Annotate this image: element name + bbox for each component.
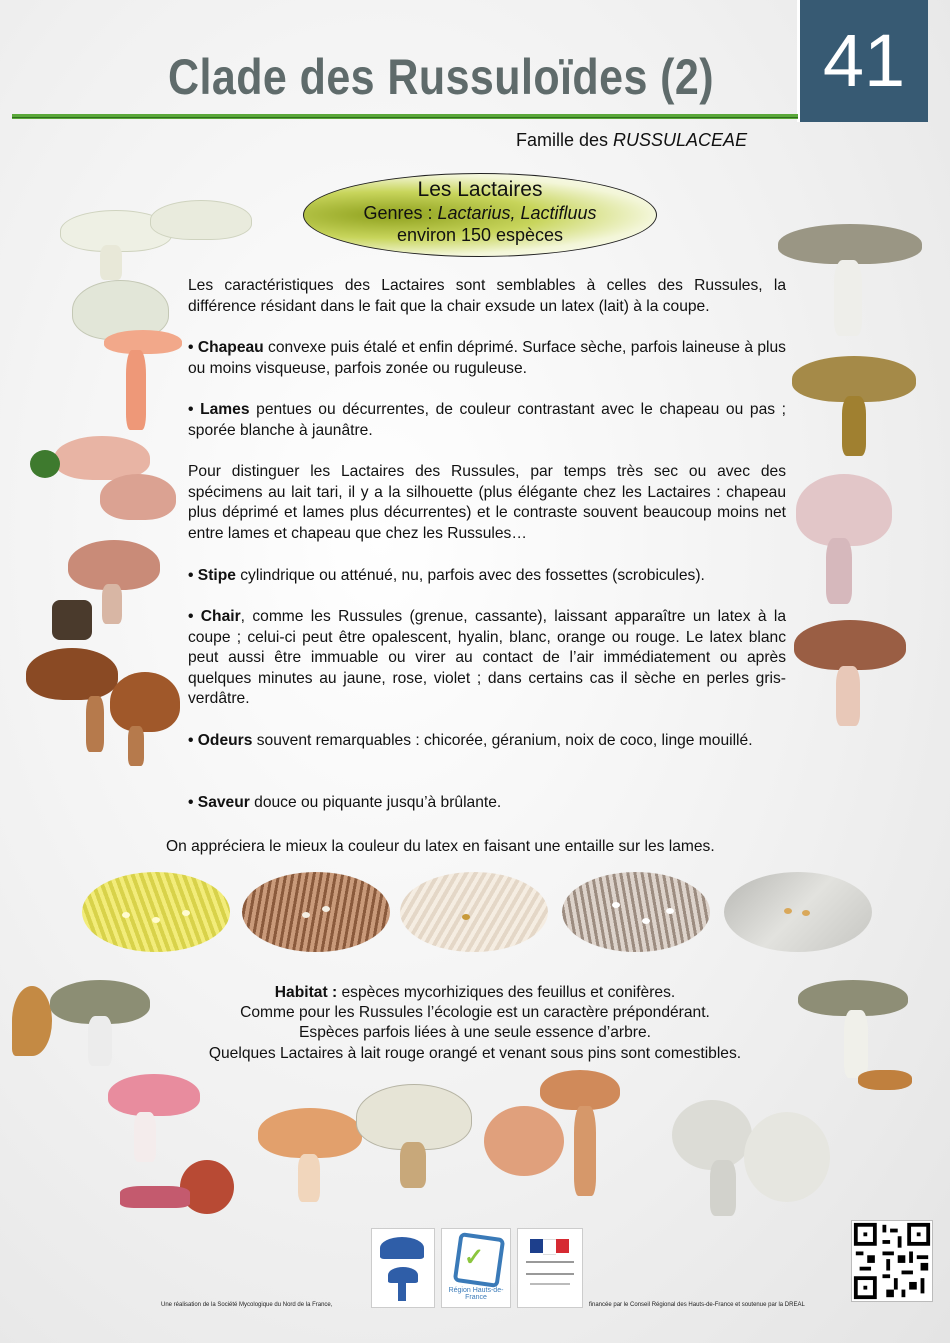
latex-note: On appréciera le mieux la couleur du latex en faisant une entaille sur les lames. <box>166 838 715 855</box>
latex-photo-brown-gills <box>242 872 390 952</box>
chapeau-text: convexe puis étalé et enfin déprimé. Surface sèche, parfois laineuse à plus ou moins visqueuse, parfois zonée ou ruguleuse. <box>188 339 786 377</box>
mushroom-photo-bottom-7 <box>672 1100 832 1220</box>
mushroom-photo-bottom-8 <box>798 980 918 1095</box>
habitat-line-2: Comme pour les Russules l’écologie est un caractère prépondérant. <box>240 1004 710 1021</box>
oval-genera-names: Lactarius, Lactifluus <box>437 203 597 223</box>
habitat-line-4: Quelques Lactaires à lait rouge orangé et venant sous pins sont comestibles. <box>208 1045 742 1062</box>
habitat-label: Habitat : <box>274 984 338 1001</box>
latex-photo-grey-gills <box>562 872 710 952</box>
distinguish-paragraph: Pour distinguer les Lactaires des Russules, par temps très sec ou avec des spécimens au lait tari, il y a la silhouette (plus élégante chez les Lactaires : chapeau plus déprimé et lames plus décurrentes) et le contraste souvent beaucoup moins net entre lames et chapeau que chez les Russules… <box>188 463 786 542</box>
lames-text: pentues ou décurrentes, de couleur contrastant avec le chapeau ou pas ; sporée blanche à jaunâtre. <box>188 401 787 439</box>
chair-text: , comme les Russules (grenue, cassante), laissant apparaître un latex à la coupe ; celui-ci peut être opalescent, hyalin, blanc, orange ou rouge. Le latex blanc peut aussi être immuable ou virer au contact de l’air immédiatement ou après quelques minutes au jaune, rose, violet ; dans certains cas il sèche en perles gris-verdâtre. <box>188 608 787 708</box>
mushroom-photo-left-4 <box>30 436 178 536</box>
chair-paragraph <box>188 607 786 710</box>
stipe-text: cylindrique ou atténué, nu, parfois avec des fossettes (scrobicules). <box>235 567 705 584</box>
saveur-paragraph <box>188 793 786 814</box>
odeurs-label: • Odeurs <box>188 732 253 749</box>
smnf-logo <box>371 1228 435 1308</box>
checkmark-icon: ✓ <box>464 1244 485 1271</box>
family-name: RUSSULACEAE <box>613 130 748 150</box>
mushroom-photo-left-5 <box>52 540 164 645</box>
saveur-label: • Saveur <box>188 794 250 811</box>
oval-species-count: environ 150 espèces <box>396 225 564 245</box>
chapeau-label: • Chapeau <box>188 339 264 356</box>
intro-paragraph: Les caractéristiques des Lactaires sont semblables à celles des Russules, la différence résidant dans le fait que la chair exsude un latex (lait) à la coupe. <box>188 277 786 315</box>
genus-oval <box>303 173 657 257</box>
page-title: Clade des Russuloïdes (2) <box>168 49 715 105</box>
title-underline-shadow <box>12 117 798 118</box>
mushroom-photo-bottom-6 <box>484 1070 620 1200</box>
footer-credit-left: Une réalisation de la Société Mycologique du Nord de la France, <box>161 1302 333 1308</box>
latex-photo-yellow-gills <box>82 872 230 952</box>
latex-photo-pale-stem <box>724 872 872 952</box>
chair-label: • Chair <box>188 608 241 625</box>
mushroom-photo-right-4 <box>794 620 908 735</box>
mushroom-photo-bottom-2 <box>108 1074 208 1174</box>
mushroom-photo-bottom-5 <box>356 1084 472 1194</box>
mushroom-photo-right-2 <box>792 356 920 466</box>
oval-genera-prefix: Genres : <box>363 203 438 223</box>
mushroom-photo-left-3 <box>104 330 184 440</box>
odeurs-text: souvent remarquables : chicorée, géranium, noix de coco, linge mouillé. <box>252 732 753 749</box>
mushroom-photo-right-1 <box>778 224 922 339</box>
mushroom-photo-bottom-3 <box>120 1160 236 1224</box>
qr-code-graphic <box>852 1221 932 1301</box>
region-logo <box>441 1228 511 1308</box>
region-logo-text: Région Hauts-de-France <box>448 1287 504 1301</box>
habitat-text-1: espèces mycorhiziques des feuillus et conifères. <box>337 984 676 1001</box>
saveur-text: douce ou piquante jusqu’à brûlante. <box>249 794 502 811</box>
mushroom-photo-bottom-1 <box>6 976 152 1086</box>
sheet-number: 41 <box>797 0 928 122</box>
stipe-label: • Stipe <box>188 567 236 584</box>
stipe-paragraph <box>188 566 786 587</box>
oval-genera <box>304 203 656 224</box>
qr-code[interactable] <box>851 1220 933 1302</box>
lames-label: • Lames <box>188 401 250 418</box>
prefet-logo <box>517 1228 583 1308</box>
latex-photo-cream-gills <box>400 872 548 952</box>
mushroom-photo-left-6 <box>26 648 182 773</box>
mushroom-photo-right-3 <box>796 474 914 614</box>
family-line <box>516 130 747 151</box>
mushroom-photo-bottom-4 <box>258 1108 362 1208</box>
mushroom-photo-left-1 <box>60 200 255 280</box>
habitat-line-3: Espèces parfois liées à une seule essence d’arbre. <box>299 1024 651 1041</box>
family-prefix: Famille des <box>516 130 614 150</box>
chapeau-paragraph <box>188 338 786 379</box>
footer-credit-right: financée par le Conseil Régional des Hauts-de-France et soutenue par la DREAL <box>589 1302 805 1308</box>
lames-paragraph <box>188 400 786 441</box>
odeurs-paragraph <box>188 731 786 752</box>
oval-title: Les Lactaires <box>417 178 543 201</box>
